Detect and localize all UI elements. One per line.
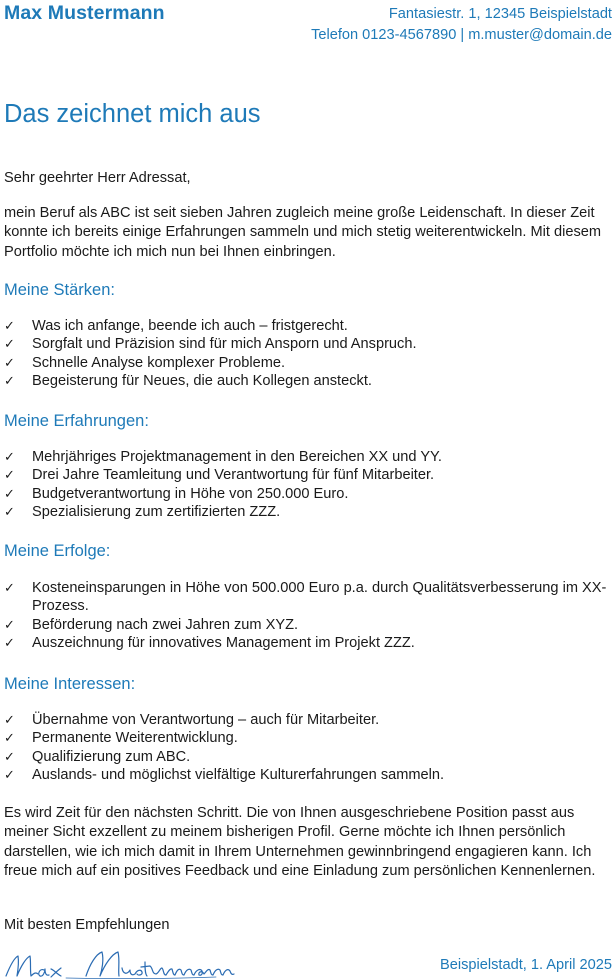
closing-paragraph: Es wird Zeit für den nächsten Schritt. Die von Ihnen ausgeschriebene Position passt aus meiner Sicht exzellent zu meinem bisherigen Profil. Gerne möchte ich Ihnen persönlich darstellen, wie ich mich damit in Ihrem Unternehmen gewinnbringend engagieren kann. Ich freue mich auf ein positives Feedback und eine Einladung zum persönlichen Kennenlernen. [4,805,596,879]
sender-address: Fantasiestr. 1, 12345 Beispielstadt [388,6,612,22]
list-item [4,317,612,335]
experience-list [4,448,612,522]
list-item-text: Kosteneinsparungen in Höhe von 500.000 Euro p.a. durch Qualitätsverbesserung im XX-Prozess. [32,580,607,615]
checkmark-icon: ✓ [4,616,15,632]
list-item-text: Schnelle Analyse komplexer Probleme. [32,354,286,371]
list-item-text: Übernahme von Verantwortung – auch für Mitarbeiter. [32,712,380,728]
list-item-text: Mehrjähriges Projektmanagement in den Bereichen XX und YY. [32,449,442,465]
checkmark-icon: ✓ [4,467,15,483]
list-item-text: Qualifizierung zum ABC. [32,748,191,765]
checkmark-icon: ✓ [4,580,15,595]
salutation: Sehr geehrter Herr Adressat, [4,170,191,186]
list-item [4,335,612,353]
list-item-text: Drei Jahre Teamleitung und Verantwortung für fünf Mitarbeiter. [32,467,435,484]
sender-phone-email: Telefon 0123-4567890 | m.muster@domain.de [311,27,612,43]
sender-name: Max Mustermann [4,2,165,24]
checkmark-icon: ✓ [4,449,15,464]
list-item-text: Begeisterung für Neues, die auch Kollegen ansteckt. [32,373,372,390]
list-item-text: Beförderung nach zwei Jahren zum XYZ. [32,616,299,633]
handwritten-signature [4,948,236,980]
list-item [4,485,612,503]
list-item-text: Budgetverantwortung in Höhe von 250.000 Euro. [32,485,349,502]
intro-paragraph: mein Beruf als ABC ist seit sieben Jahren zugleich meine große Leidenschaft. In dieser Zeit konnte ich bereits einige Erfahrungen sammeln und mich stetig weiterentwickeln. Mit diesem Portfolio möchte ich mich nun bei Ihnen einbringen. [4,205,602,260]
list-item-text: Permanente Weiterentwicklung. [32,730,238,747]
list-item-text: Auszeichnung für innovatives Management im Projekt ZZZ. [32,635,415,652]
page-title: Das zeichnet mich aus [4,100,261,128]
sender-contact-block [311,4,612,46]
checkmark-icon: ✓ [4,336,15,352]
list-item-text: Sorgfalt und Präzision sind für mich Ansporn und Anspruch. [32,336,417,353]
list-item-text: Auslands- und möglichst vielfältige Kulturerfahrungen sammeln. [32,767,445,784]
checkmark-icon: ✓ [4,354,15,370]
checkmark-icon: ✓ [4,504,15,520]
achievements-list [4,579,612,653]
checkmark-icon: ✓ [4,712,15,727]
place-and-date: Beispielstadt, 1. April 2025 [440,957,612,973]
letter-page [4,0,612,980]
list-item [4,729,612,747]
section-title-erfahrungen: Meine Erfahrungen: [4,412,149,430]
section-title-staerken: Meine Stärken: [4,281,115,299]
interests-list [4,711,612,785]
list-item [4,616,612,634]
list-item-text: Spezialisierung zum zertifizierten ZZZ. [32,504,281,521]
section-title-interessen: Meine Interessen: [4,675,136,693]
checkmark-icon: ✓ [4,373,15,389]
checkmark-icon: ✓ [4,730,15,746]
list-item [4,579,612,616]
strengths-list [4,317,612,391]
list-item [4,503,612,521]
list-item [4,448,612,466]
checkmark-icon: ✓ [4,485,15,501]
list-item [4,766,612,784]
list-item-text: Was ich anfange, beende ich auch – fristgerecht. [32,318,348,334]
list-item [4,634,612,652]
checkmark-icon: ✓ [4,748,15,764]
list-item [4,748,612,766]
section-title-erfolge: Meine Erfolge: [4,542,111,560]
checkmark-icon: ✓ [4,767,15,783]
checkmark-icon: ✓ [4,635,15,651]
list-item [4,354,612,372]
checkmark-icon: ✓ [4,318,15,333]
list-item [4,372,612,390]
regards-line: Mit besten Empfehlungen [4,917,170,933]
list-item [4,711,612,729]
list-item [4,466,612,484]
